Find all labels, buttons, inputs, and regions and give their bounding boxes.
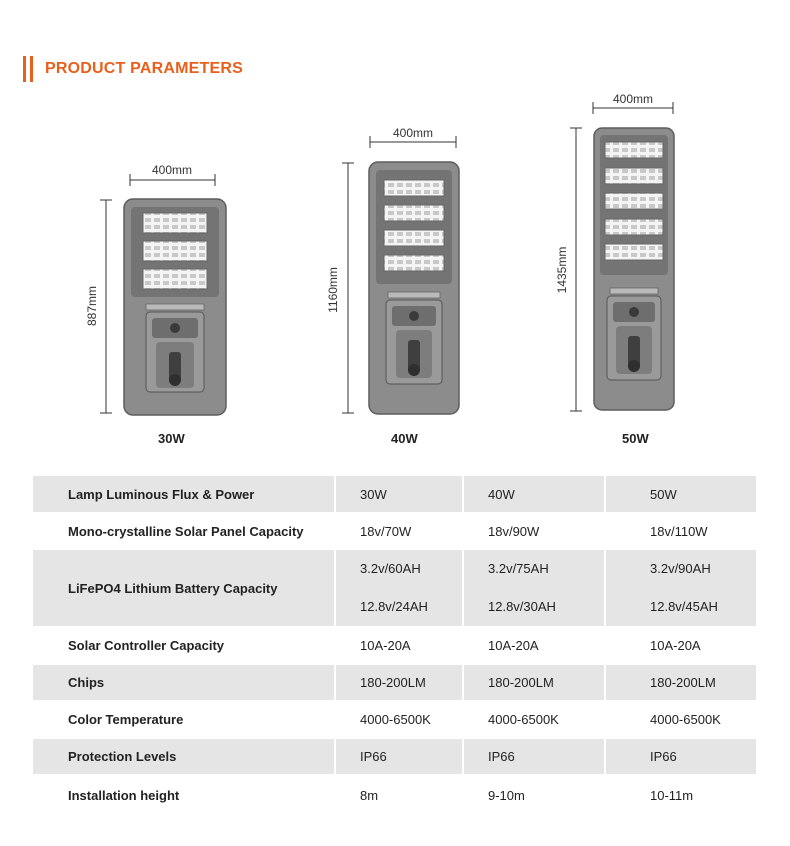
param-label: Protection Levels bbox=[33, 738, 335, 775]
param-value: 4000-6500K bbox=[335, 701, 463, 738]
param-label: Installation height bbox=[33, 775, 335, 815]
lamp-30w-height-label: 887mm bbox=[85, 285, 99, 327]
param-value: 18v/90W bbox=[463, 513, 605, 549]
param-subvalue: 3.2v/60AH bbox=[360, 561, 421, 576]
param-label: Mono-crystalline Solar Panel Capacity bbox=[33, 513, 335, 549]
param-label: Solar Controller Capacity bbox=[33, 627, 335, 664]
param-value: 40W bbox=[463, 476, 605, 513]
param-subvalue: 3.2v/90AH bbox=[650, 561, 711, 576]
param-value: IP66 bbox=[463, 738, 605, 775]
param-subvalue: 12.8v/24AH bbox=[360, 599, 428, 614]
param-value: 4000-6500K bbox=[463, 701, 605, 738]
table-row bbox=[33, 627, 757, 664]
lamp-40w-drawing bbox=[326, 126, 459, 414]
param-value: 18v/70W bbox=[335, 513, 463, 549]
param-value: 4000-6500K bbox=[605, 701, 757, 738]
param-label: LiFePO4 Lithium Battery Capacity bbox=[33, 549, 335, 627]
model-label-40w: 40W bbox=[391, 431, 418, 446]
param-value: IP66 bbox=[605, 738, 757, 775]
lamp-40w-width-label: 400mm bbox=[392, 126, 434, 140]
lamp-30w-width-label: 400mm bbox=[151, 163, 193, 177]
param-value bbox=[463, 549, 605, 627]
param-value: 9-10m bbox=[463, 775, 605, 815]
lamp-50w-width-label: 400mm bbox=[612, 92, 654, 106]
table-row bbox=[33, 513, 757, 549]
table-row bbox=[33, 549, 757, 627]
param-value: 180-200LM bbox=[463, 664, 605, 701]
param-value: 10A-20A bbox=[335, 627, 463, 664]
param-value: 18v/110W bbox=[605, 513, 757, 549]
param-label: Chips bbox=[33, 664, 335, 701]
table-row bbox=[33, 738, 757, 775]
lamp-50w-drawing bbox=[555, 92, 674, 411]
page-title: PRODUCT PARAMETERS bbox=[45, 60, 243, 77]
param-value: 180-200LM bbox=[335, 664, 463, 701]
lamp-30w-drawing bbox=[85, 163, 226, 415]
param-label: Color Temperature bbox=[33, 701, 335, 738]
param-subvalue: 3.2v/75AH bbox=[488, 561, 549, 576]
table-row bbox=[33, 701, 757, 738]
table-row bbox=[33, 664, 757, 701]
table-row bbox=[33, 476, 757, 513]
param-value: 10A-20A bbox=[463, 627, 605, 664]
param-value bbox=[605, 549, 757, 627]
param-value: 50W bbox=[605, 476, 757, 513]
param-value: 180-200LM bbox=[605, 664, 757, 701]
param-subvalue: 12.8v/45AH bbox=[650, 599, 718, 614]
model-label-50w: 50W bbox=[622, 431, 649, 446]
param-subvalue: 12.8v/30AH bbox=[488, 599, 556, 614]
param-value: 30W bbox=[335, 476, 463, 513]
lamp-50w-height-label: 1435mm bbox=[555, 246, 569, 294]
param-value: IP66 bbox=[335, 738, 463, 775]
table-row bbox=[33, 775, 757, 815]
lamp-40w-height-label: 1160mm bbox=[326, 267, 340, 313]
parameters-table bbox=[33, 476, 758, 816]
param-value bbox=[335, 549, 463, 627]
model-label-30w: 30W bbox=[158, 431, 185, 446]
param-value: 10A-20A bbox=[605, 627, 757, 664]
param-label: Lamp Luminous Flux & Power bbox=[33, 476, 335, 513]
param-value: 10-11m bbox=[605, 775, 757, 815]
param-value: 8m bbox=[335, 775, 463, 815]
